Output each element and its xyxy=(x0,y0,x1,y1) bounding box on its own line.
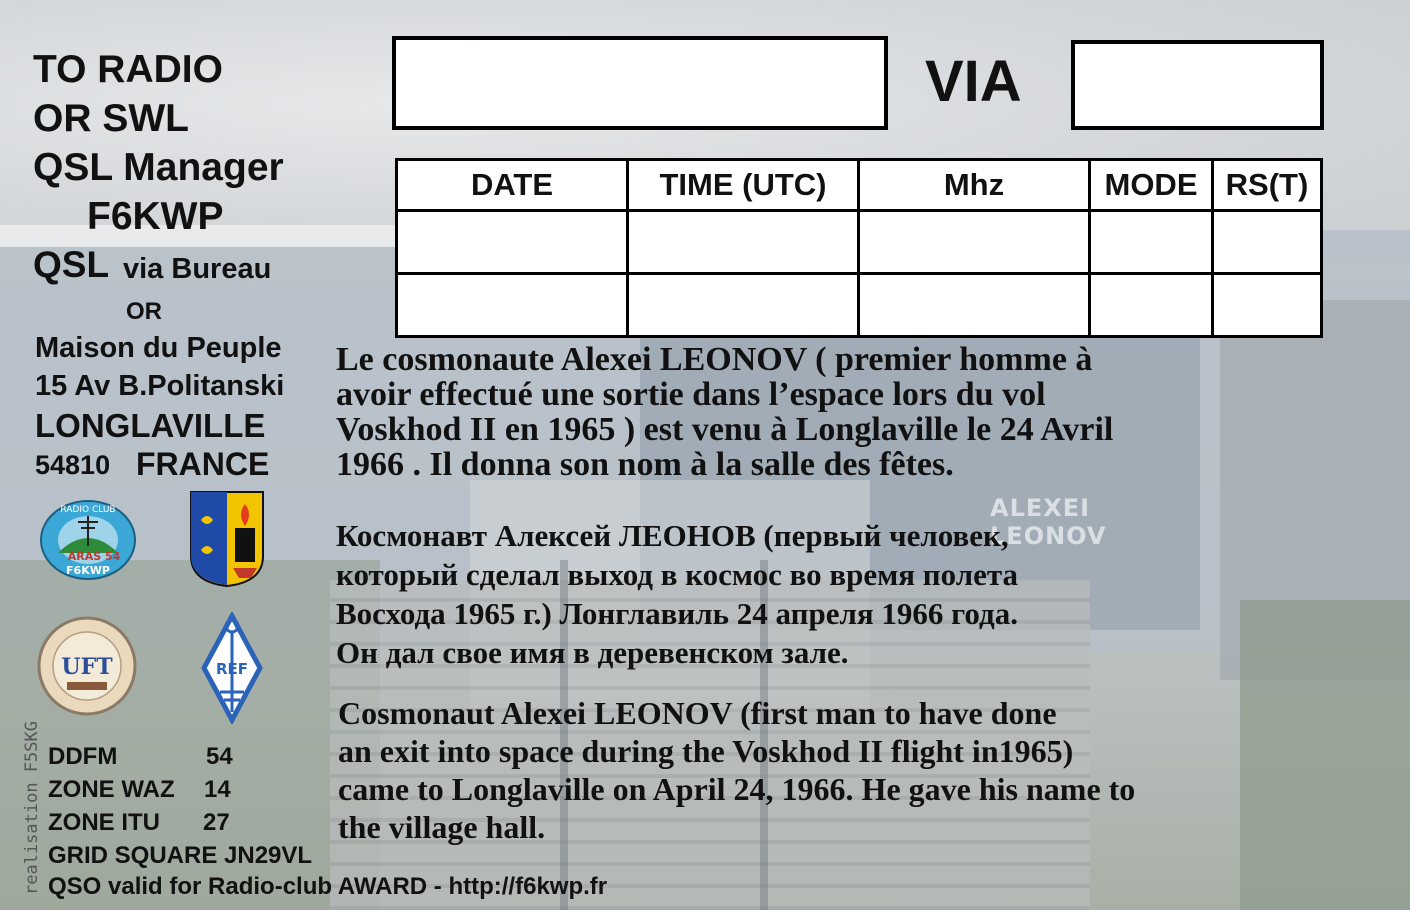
paragraph-line: 1966 . Il donna son nom à la salle des fêtes. xyxy=(336,446,954,483)
column-header-mode: MODE xyxy=(1090,160,1213,211)
svg-text:RADIO CLUB: RADIO CLUB xyxy=(60,505,116,515)
address-city: LONGLAVILLE xyxy=(35,407,266,444)
svg-text:UFT: UFT xyxy=(61,654,113,680)
ddfm-label: DDFM xyxy=(48,743,118,770)
frequency-cell[interactable] xyxy=(859,274,1090,337)
paragraph-russian xyxy=(336,516,1018,672)
svg-text:F6KWP: F6KWP xyxy=(66,564,110,577)
paragraph-line: avoir effectué une sortie dans l’espace lors du vol xyxy=(336,376,1046,413)
frequency-cell[interactable] xyxy=(859,211,1090,274)
zone-itu-label: ZONE ITU xyxy=(48,809,160,836)
via-box[interactable] xyxy=(1071,40,1324,130)
column-header-time: TIME (UTC) xyxy=(628,160,859,211)
manager-callsign: F6KWP xyxy=(87,195,224,238)
header-line-qsl-manager: QSL Manager xyxy=(33,146,284,189)
paragraph-line: the village hall. xyxy=(338,809,546,845)
paragraph-line: который сделал выход в космос во время полета xyxy=(336,557,1019,592)
table-row xyxy=(397,211,1322,274)
uft-logo xyxy=(37,614,137,723)
qso-table xyxy=(395,158,1323,338)
radio-club-logo xyxy=(38,498,138,587)
column-header-rst: RS(T) xyxy=(1213,160,1322,211)
mode-cell[interactable] xyxy=(1090,274,1213,337)
date-cell[interactable] xyxy=(397,211,628,274)
zone-waz-label: ZONE WAZ xyxy=(48,776,175,803)
mode-cell[interactable] xyxy=(1090,211,1213,274)
header-line-or-swl: OR SWL xyxy=(33,97,189,140)
header-line-to-radio: TO RADIO xyxy=(33,48,223,91)
via-label: VIA xyxy=(925,49,1022,114)
address-line-2: 15 Av B.Politanski xyxy=(35,370,285,402)
or-label: OR xyxy=(126,298,162,325)
time-cell[interactable] xyxy=(628,274,859,337)
ddfm-value: 54 xyxy=(206,743,233,770)
paragraph-line: Восхода 1965 г.) Лонглавиль 24 апреля 1966 года. xyxy=(336,596,1018,631)
address-line-1: Maison du Peuple xyxy=(35,332,282,364)
paragraph-english xyxy=(338,694,1135,846)
table-header-row xyxy=(397,160,1322,211)
column-header-date: DATE xyxy=(397,160,628,211)
paragraph-line: Voskhod II en 1965 ) est venu à Longlaville le 24 Avril xyxy=(336,411,1114,448)
paragraph-line: Космонавт Алексей ЛЕОНОВ (первый человек, xyxy=(336,518,1009,553)
rst-cell[interactable] xyxy=(1213,211,1322,274)
paragraph-line: Он дал свое имя в деревенском зале. xyxy=(336,635,849,670)
ref-logo xyxy=(200,612,264,729)
vertical-credit: realisation F5SKG xyxy=(22,721,42,895)
award-line: QSO valid for Radio-club AWARD - http://f6kwp.fr xyxy=(48,873,608,900)
paragraph-line: Cosmonaut Alexei LEONOV (first man to have done xyxy=(338,695,1057,731)
svg-text:REF: REF xyxy=(215,660,249,678)
date-cell[interactable] xyxy=(397,274,628,337)
time-cell[interactable] xyxy=(628,211,859,274)
background-trees-right xyxy=(1240,600,1410,910)
table-row xyxy=(397,274,1322,337)
grid-square: GRID SQUARE JN29VL xyxy=(48,842,313,869)
address-country: FRANCE xyxy=(136,446,270,482)
coat-of-arms-logo xyxy=(189,490,265,593)
qsl-label: QSL xyxy=(33,244,110,285)
column-header-frequency: Mhz xyxy=(859,160,1090,211)
via-bureau-label: via Bureau xyxy=(123,253,272,285)
svg-text:ARAS 54: ARAS 54 xyxy=(67,550,121,563)
paragraph-line: Le cosmonaute Alexei LEONOV ( premier homme à xyxy=(336,341,1093,378)
paragraph-line: came to Longlaville on April 24, 1966. He gave his name to xyxy=(338,771,1136,807)
zone-itu-value: 27 xyxy=(203,809,230,836)
rst-cell[interactable] xyxy=(1213,274,1322,337)
paragraph-line: an exit into space during the Voskhod II flight in1965) xyxy=(338,733,1074,769)
zone-waz-value: 14 xyxy=(204,776,231,803)
address-zip: 54810 xyxy=(35,450,111,480)
background-sign-text: ALEXEI LEONOV xyxy=(990,494,1107,550)
paragraph-french xyxy=(336,342,1113,482)
callsign-box[interactable] xyxy=(392,36,888,130)
